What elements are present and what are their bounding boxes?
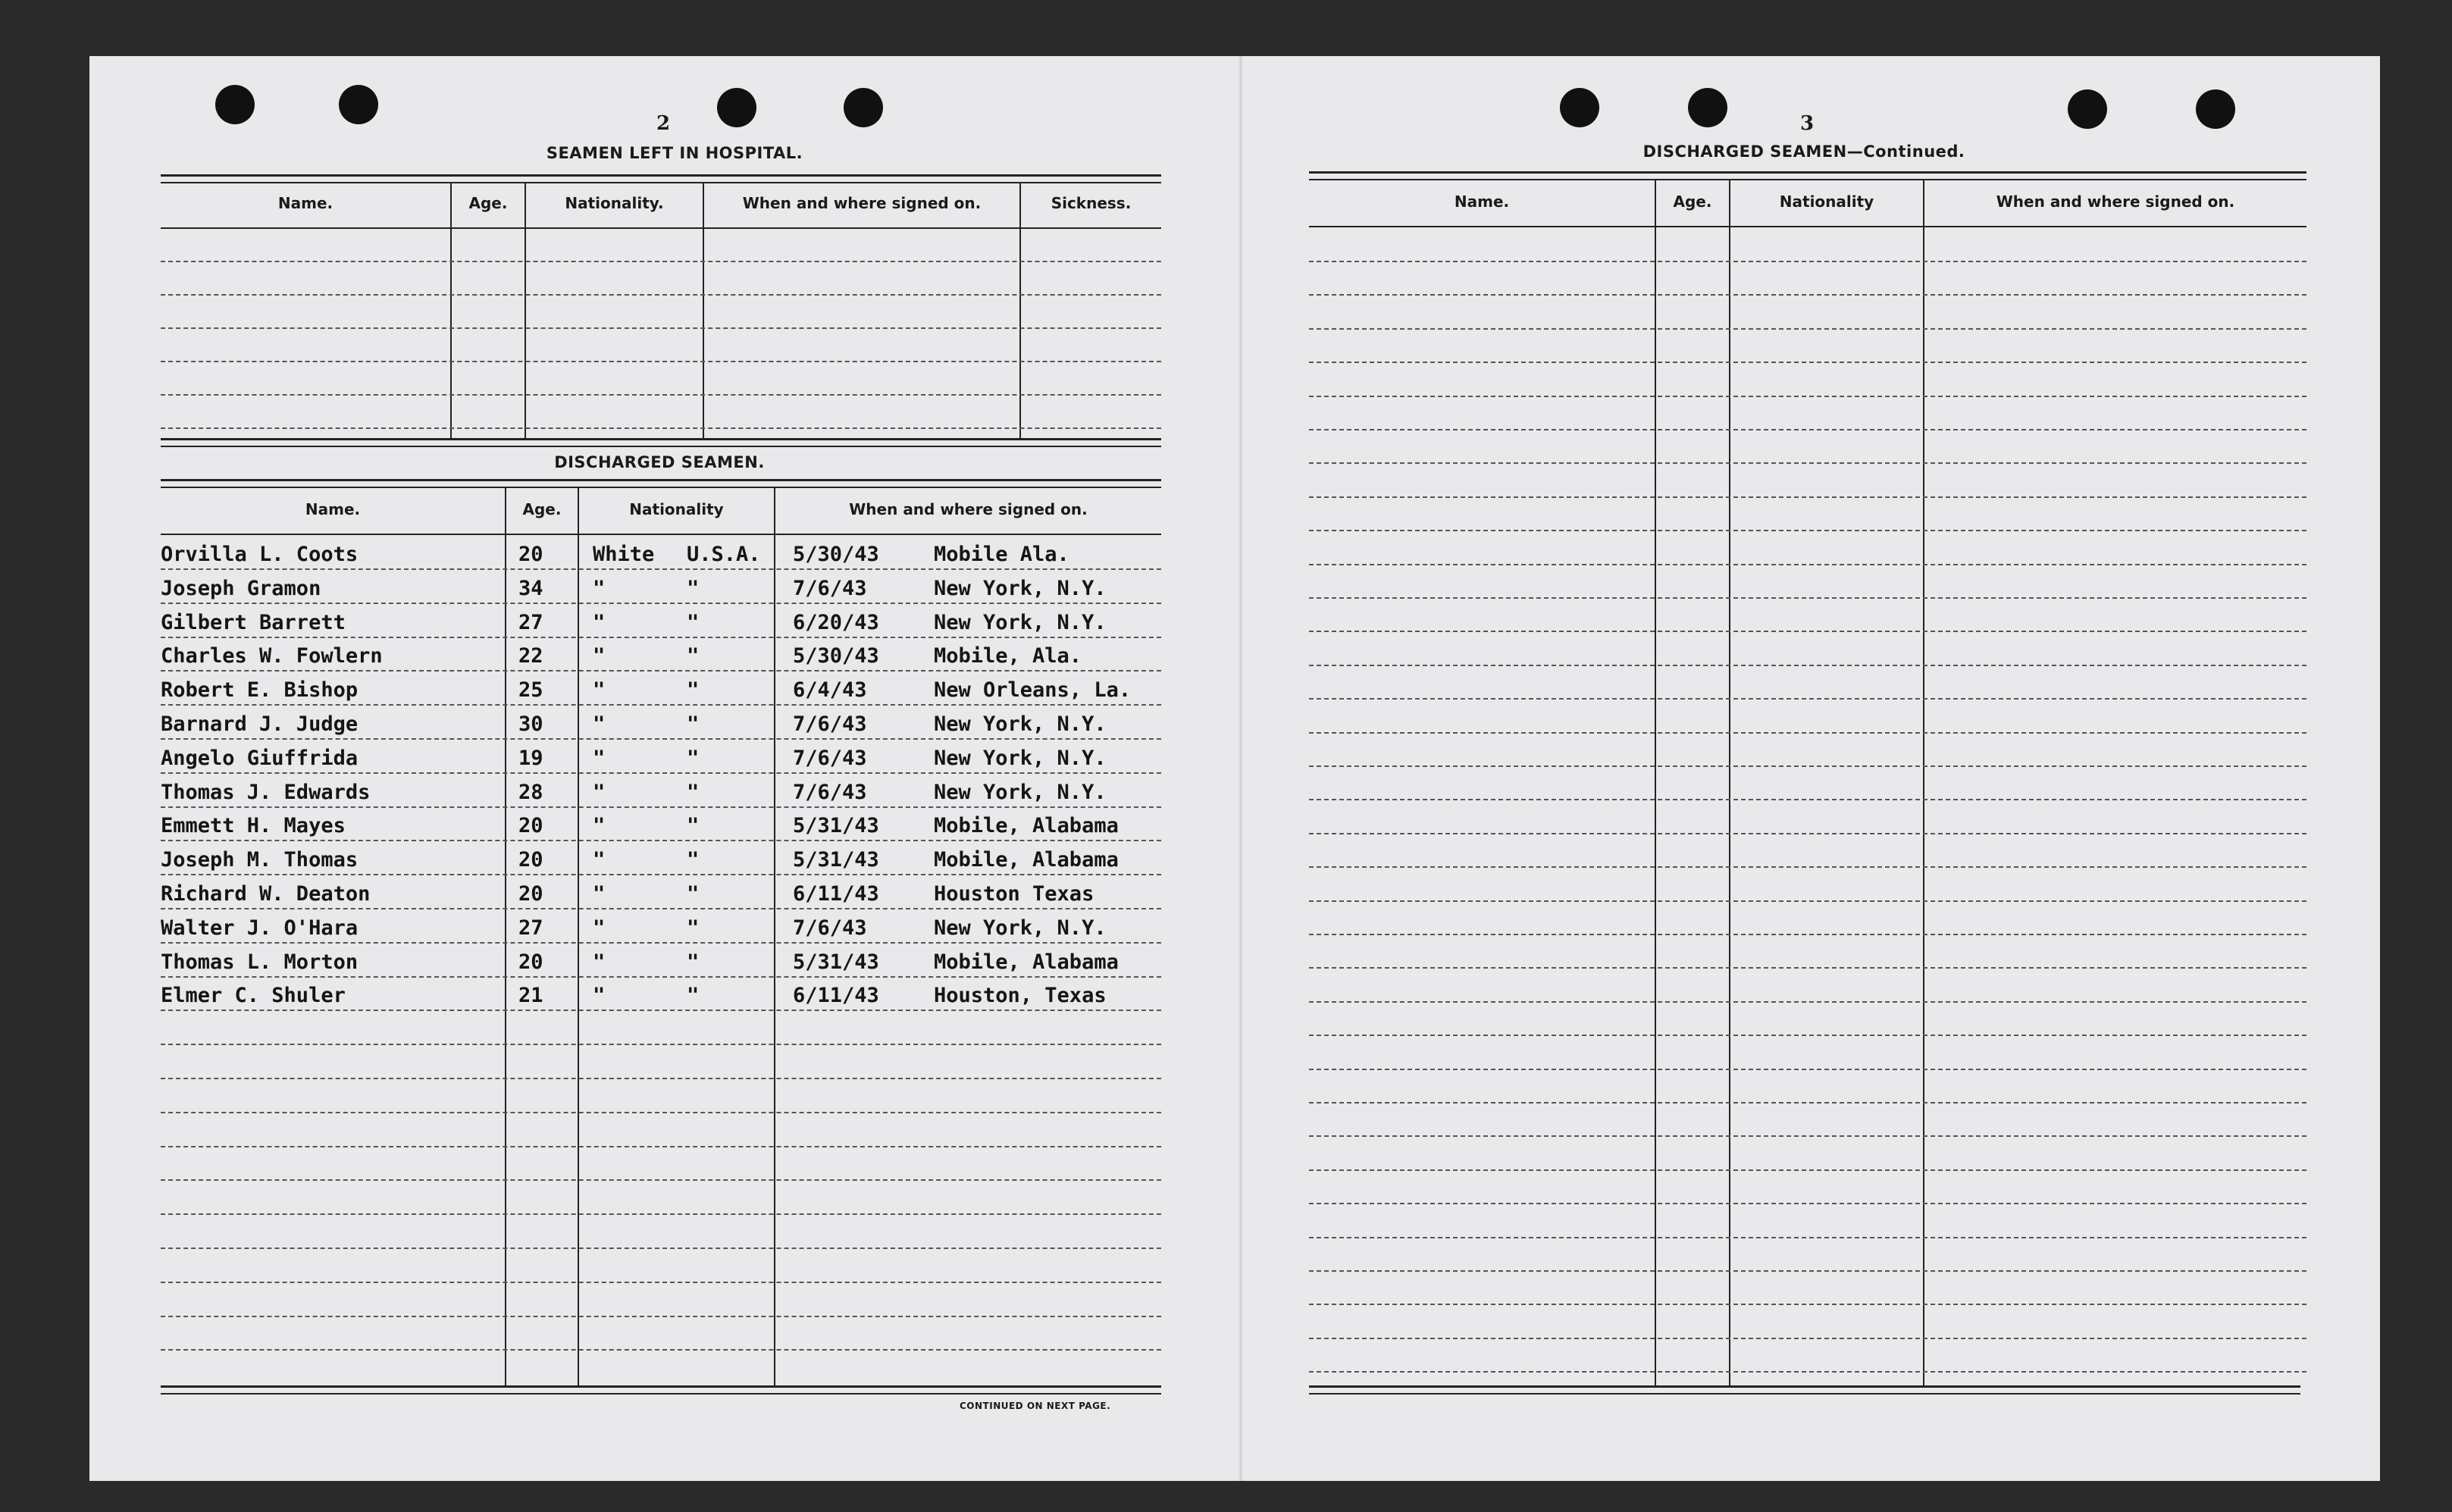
- ruled-line: [161, 1010, 1161, 1011]
- signed-on-place: New York, N.Y.: [934, 747, 1107, 770]
- ruled-line: [161, 1146, 1161, 1147]
- table-rule: [161, 479, 1161, 481]
- seaman-age: 20: [518, 814, 543, 837]
- ruled-line: [161, 603, 1161, 604]
- ruled-line: [1309, 1035, 2306, 1036]
- ruled-line: [1309, 866, 2306, 868]
- seaman-nationality: ": [687, 611, 700, 634]
- seaman-age: 34: [518, 577, 543, 600]
- seaman-race: White: [593, 543, 655, 566]
- signed-on-date: 5/31/43: [793, 950, 879, 974]
- seaman-nationality: ": [687, 577, 700, 600]
- ruled-line: [1309, 1069, 2306, 1070]
- seaman-nationality: ": [687, 882, 700, 906]
- ruled-line: [161, 942, 1161, 944]
- seaman-name: Barnard J. Judge: [161, 712, 359, 736]
- seaman-age: 28: [518, 781, 543, 804]
- ruled-line: [161, 361, 1161, 362]
- ruled-line: [1309, 665, 2306, 666]
- seaman-race: ": [593, 781, 606, 804]
- seaman-race: ": [593, 882, 606, 906]
- seaman-nationality: ": [687, 781, 700, 804]
- seaman-race: ": [593, 712, 606, 736]
- signed-on-date: 5/31/43: [793, 848, 879, 872]
- signed-on-place: Mobile Ala.: [934, 543, 1069, 566]
- ruled-line: [1309, 698, 2306, 700]
- table-rule: [161, 487, 1161, 488]
- table-rule: [161, 227, 1161, 229]
- column-divider: [1923, 179, 1924, 1387]
- seaman-name: Richard W. Deaton: [161, 882, 371, 906]
- signed-on-date: 7/6/43: [793, 577, 867, 600]
- table-rule: [161, 1385, 1161, 1388]
- ruled-line: [161, 874, 1161, 875]
- signed-on-date: 7/6/43: [793, 712, 867, 736]
- table-rule: [1309, 1385, 2300, 1388]
- ruled-line: [1309, 1338, 2306, 1339]
- signed-on-date: 7/6/43: [793, 747, 867, 770]
- table-rule: [161, 1393, 1161, 1395]
- ruled-line: [1309, 530, 2306, 531]
- seaman-age: 27: [518, 611, 543, 634]
- signed-on-place: Mobile, Ala.: [934, 644, 1082, 668]
- seaman-race: ": [593, 916, 606, 940]
- ruled-line: [161, 840, 1161, 841]
- ruled-line: [1309, 294, 2306, 296]
- signed-on-place: Mobile, Alabama: [934, 814, 1119, 837]
- seaman-race: ": [593, 950, 606, 974]
- binder-hole: [1560, 88, 1599, 127]
- ruled-line: [1309, 328, 2306, 330]
- seaman-nationality: ": [687, 712, 700, 736]
- ruled-line: [1309, 1102, 2306, 1103]
- column-header-name: Name.: [277, 194, 334, 212]
- seaman-age: 19: [518, 747, 543, 770]
- ruled-line: [1309, 1169, 2306, 1171]
- seaman-nationality: ": [687, 747, 700, 770]
- signed-on-date: 5/31/43: [793, 814, 879, 837]
- table-rule: [161, 174, 1161, 177]
- seaman-name: Charles W. Fowlern: [161, 644, 383, 668]
- ruled-line: [161, 1112, 1161, 1113]
- ruled-line: [161, 1179, 1161, 1181]
- binder-hole: [339, 85, 378, 124]
- ruled-line: [1309, 396, 2306, 397]
- seaman-race: ": [593, 984, 606, 1007]
- seaman-name: Joseph Gramon: [161, 577, 321, 600]
- ruled-line: [1309, 1001, 2306, 1003]
- ruled-line: [1309, 429, 2306, 430]
- binder-hole: [844, 88, 883, 127]
- signed-on-place: New York, N.Y.: [934, 781, 1107, 804]
- table-rule: [161, 446, 1161, 447]
- ruled-line: [1309, 765, 2306, 767]
- seaman-race: ": [593, 644, 606, 668]
- seaman-nationality: U.S.A.: [687, 543, 761, 566]
- ruled-line: [161, 637, 1161, 638]
- ruled-line: [1309, 1270, 2306, 1272]
- seaman-name: Walter J. O'Hara: [161, 916, 359, 940]
- seaman-name: Joseph M. Thomas: [161, 848, 359, 872]
- seaman-nationality: ": [687, 814, 700, 837]
- column-header-name: Name.: [305, 500, 361, 518]
- ruled-line: [161, 772, 1161, 774]
- ruled-line: [161, 294, 1161, 296]
- seaman-race: ": [593, 848, 606, 872]
- binder-hole: [2196, 89, 2235, 129]
- hospital-section-title: SEAMEN LEFT IN HOSPITAL.: [546, 144, 803, 162]
- ruled-line: [1309, 1237, 2306, 1238]
- seaman-nationality: ": [687, 678, 700, 702]
- binder-hole: [1688, 88, 1727, 127]
- seaman-age: 21: [518, 984, 543, 1007]
- table-rule: [161, 534, 1161, 535]
- signed-on-date: 6/4/43: [793, 678, 867, 702]
- ruled-line: [1309, 799, 2306, 800]
- ruled-line: [161, 1316, 1161, 1317]
- seaman-name: Robert E. Bishop: [161, 678, 359, 702]
- seaman-name: Orvilla L. Coots: [161, 543, 359, 566]
- ruled-line: [1309, 1203, 2306, 1204]
- ruled-line: [1309, 732, 2306, 734]
- ruled-line: [161, 806, 1161, 808]
- seaman-name: Thomas L. Morton: [161, 950, 359, 974]
- column-header-nationality: Nationality: [1779, 193, 1874, 211]
- ruled-line: [161, 1349, 1161, 1351]
- ruled-line: [1309, 564, 2306, 565]
- discharged-section-title: DISCHARGED SEAMEN.: [554, 453, 765, 471]
- seaman-age: 20: [518, 543, 543, 566]
- binder-hole: [2068, 89, 2107, 129]
- signed-on-date: 6/11/43: [793, 882, 879, 906]
- signed-on-place: New Orleans, La.: [934, 678, 1132, 702]
- signed-on-place: Houston, Texas: [934, 984, 1107, 1007]
- seaman-name: Angelo Giuffrida: [161, 747, 359, 770]
- signed-on-place: New York, N.Y.: [934, 577, 1107, 600]
- column-header-age: Age.: [522, 500, 562, 518]
- table-rule: [1309, 1393, 2300, 1395]
- ruled-line: [1309, 900, 2306, 902]
- signed-on-place: Houston Texas: [934, 882, 1094, 906]
- column-divider: [1019, 182, 1021, 440]
- seaman-nationality: ": [687, 984, 700, 1007]
- column-divider: [505, 487, 506, 1385]
- column-header-signed-on: When and where signed on.: [849, 500, 1088, 518]
- column-header-nationality: Nationality: [629, 500, 724, 518]
- table-rule: [1309, 226, 2306, 227]
- seaman-nationality: ": [687, 916, 700, 940]
- column-divider: [1729, 179, 1730, 1387]
- ruled-line: [161, 1213, 1161, 1215]
- table-rule: [161, 438, 1161, 440]
- signed-on-place: Mobile, Alabama: [934, 848, 1119, 872]
- continued-note: CONTINUED ON NEXT PAGE.: [960, 1401, 1111, 1411]
- seaman-age: 20: [518, 882, 543, 906]
- table-rule: [161, 182, 1161, 183]
- seaman-name: Elmer C. Shuler: [161, 984, 346, 1007]
- table-rule: [1309, 179, 2306, 180]
- table-rule: [1309, 171, 2306, 174]
- seaman-nationality: ": [687, 848, 700, 872]
- signed-on-place: New York, N.Y.: [934, 712, 1107, 736]
- column-header-nationality: Nationality.: [565, 194, 664, 212]
- binder-hole: [215, 85, 255, 124]
- seaman-name: Thomas J. Edwards: [161, 781, 371, 804]
- seaman-race: ": [593, 577, 606, 600]
- ruled-line: [1309, 1135, 2306, 1137]
- seaman-race: ": [593, 747, 606, 770]
- ruled-line: [161, 976, 1161, 978]
- column-header-sickness: Sickness.: [1051, 194, 1132, 212]
- seaman-race: ": [593, 678, 606, 702]
- ruled-line: [161, 704, 1161, 706]
- ruled-line: [1309, 1371, 2306, 1373]
- column-divider: [578, 487, 579, 1385]
- column-header-signed-on: When and where signed on.: [1996, 193, 2235, 211]
- page-number: 3: [1799, 112, 1815, 135]
- signed-on-place: Mobile, Alabama: [934, 950, 1119, 974]
- ruled-line: [1309, 261, 2306, 262]
- ruled-line: [1309, 833, 2306, 834]
- signed-on-place: New York, N.Y.: [934, 611, 1107, 634]
- ruled-line: [161, 1247, 1161, 1249]
- discharged-continued-title: DISCHARGED SEAMEN—Continued.: [1642, 142, 1965, 161]
- column-divider: [1655, 179, 1656, 1387]
- signed-on-date: 7/6/43: [793, 916, 867, 940]
- ruled-line: [1309, 597, 2306, 599]
- ruled-line: [1309, 1304, 2306, 1305]
- column-divider: [525, 182, 526, 440]
- ruled-line: [1309, 934, 2306, 935]
- seaman-race: ": [593, 611, 606, 634]
- ruled-line: [1309, 967, 2306, 969]
- seaman-name: Emmett H. Mayes: [161, 814, 346, 837]
- seaman-age: 30: [518, 712, 543, 736]
- ruled-line: [161, 568, 1161, 570]
- column-header-name: Name.: [1454, 193, 1510, 211]
- ruled-line: [1309, 362, 2306, 363]
- signed-on-date: 5/30/43: [793, 543, 879, 566]
- seaman-age: 20: [518, 950, 543, 974]
- seaman-age: 22: [518, 644, 543, 668]
- seaman-age: 20: [518, 848, 543, 872]
- ruled-line: [161, 261, 1161, 262]
- ruled-line: [161, 1078, 1161, 1079]
- signed-on-date: 6/20/43: [793, 611, 879, 634]
- ruled-line: [1309, 631, 2306, 632]
- signed-on-place: New York, N.Y.: [934, 916, 1107, 940]
- ruled-line: [161, 738, 1161, 740]
- signed-on-date: 6/11/43: [793, 984, 879, 1007]
- ruled-line: [161, 1044, 1161, 1045]
- seaman-nationality: ": [687, 644, 700, 668]
- seaman-nationality: ": [687, 950, 700, 974]
- ruled-line: [1309, 496, 2306, 498]
- column-header-age: Age.: [1673, 193, 1712, 211]
- ruled-line: [161, 908, 1161, 909]
- ruled-line: [161, 427, 1161, 429]
- ruled-line: [161, 327, 1161, 329]
- seaman-race: ": [593, 814, 606, 837]
- page-number: 2: [656, 112, 671, 135]
- seaman-age: 27: [518, 916, 543, 940]
- column-header-signed-on: When and where signed on.: [742, 194, 982, 212]
- ruled-line: [161, 1282, 1161, 1283]
- ruled-line: [1309, 462, 2306, 464]
- document-sheet: [89, 56, 2380, 1481]
- column-divider: [703, 182, 704, 440]
- column-divider: [450, 182, 452, 440]
- binder-hole: [717, 88, 756, 127]
- column-header-age: Age.: [468, 194, 508, 212]
- column-divider: [774, 487, 775, 1385]
- page-fold: [1239, 56, 1243, 1481]
- ruled-line: [161, 670, 1161, 671]
- seaman-age: 25: [518, 678, 543, 702]
- signed-on-date: 7/6/43: [793, 781, 867, 804]
- ruled-line: [161, 394, 1161, 396]
- seaman-name: Gilbert Barrett: [161, 611, 346, 634]
- signed-on-date: 5/30/43: [793, 644, 879, 668]
